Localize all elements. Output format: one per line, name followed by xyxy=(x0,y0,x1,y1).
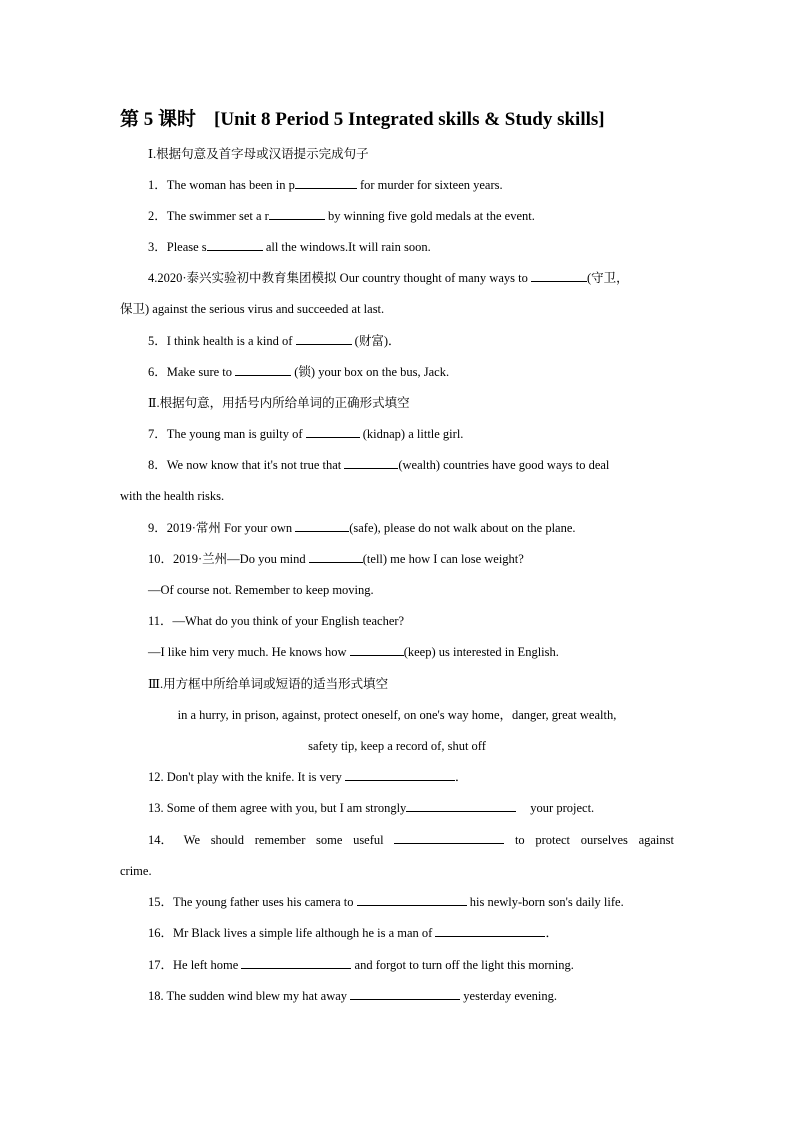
answer-blank[interactable] xyxy=(295,519,349,532)
question-3: 3．Please s all the windows.It will rain soon. xyxy=(148,240,431,254)
question-2: 2．The swimmer set a r by winning five gold medals at the event. xyxy=(148,209,535,223)
answer-blank[interactable] xyxy=(531,269,587,282)
question-14-continued: crime. xyxy=(120,864,152,878)
question-18: 18. The sudden wind blew my hat away yesterday evening. xyxy=(148,989,558,1003)
question-9: 9．2019·常州 For your own (safe), please do not walk about on the plane. xyxy=(148,521,576,535)
answer-blank[interactable] xyxy=(394,831,504,844)
question-5: 5．I think health is a kind of (财富)． xyxy=(148,334,401,348)
answer-blank[interactable] xyxy=(344,456,398,469)
answer-blank[interactable] xyxy=(406,799,516,812)
question-13: 13. Some of them agree with you, but I am strongly your project. xyxy=(148,801,595,815)
question-11-reply: —I like him very much. He knows how (keep) us interested in English. xyxy=(148,645,559,659)
question-11: 11．—What do you think of your English teacher? xyxy=(148,614,405,628)
question-8: 8．We now know that it's not true that (wealth) countries have good ways to deal xyxy=(148,458,610,472)
section-2-heading: Ⅱ.根据句意，用括号内所给单词的正确形式填空 xyxy=(148,396,410,410)
answer-blank[interactable] xyxy=(435,924,545,937)
question-1: 1．The woman has been in p for murder for sixteen years. xyxy=(148,178,503,192)
answer-blank[interactable] xyxy=(350,987,460,1000)
section-3-heading: Ⅲ.用方框中所给单词或短语的适当形式填空 xyxy=(148,677,389,691)
question-17: 17．He left home and forgot to turn off the light this morning. xyxy=(148,958,574,972)
question-8-continued: with the health risks. xyxy=(120,489,225,503)
answer-blank[interactable] xyxy=(269,207,325,220)
question-16: 16．Mr Black lives a simple life although he is a man of ． xyxy=(148,926,558,940)
title-lesson: 第 5 课时 xyxy=(120,109,197,130)
word-box-line-1: in a hurry, in prison, against, protect oneself, on one's way home，danger, great wealth, xyxy=(177,708,617,722)
answer-blank[interactable] xyxy=(295,176,357,189)
answer-blank[interactable] xyxy=(207,238,263,251)
answer-blank[interactable] xyxy=(309,550,363,563)
question-12: 12. Don't play with the knife. It is very ． xyxy=(148,770,468,784)
question-14: 14． We should remember some useful to protect ourselves against xyxy=(148,833,674,847)
question-6: 6．Make sure to (锁) your box on the bus, Jack. xyxy=(148,365,450,379)
page-title xyxy=(120,104,605,131)
answer-blank[interactable] xyxy=(357,893,467,906)
answer-blank[interactable] xyxy=(306,425,360,438)
answer-blank[interactable] xyxy=(235,363,291,376)
question-7: 7．The young man is guilty of (kidnap) a little girl. xyxy=(148,427,464,441)
title-unit: [Unit 8 Period 5 Integrated skills & Study skills] xyxy=(214,109,605,130)
word-box-line-2: safety tip, keep a record of, shut off xyxy=(308,739,486,753)
answer-blank[interactable] xyxy=(345,768,455,781)
question-15: 15．The young father uses his camera to his newly-born son's daily life. xyxy=(148,895,624,909)
section-1-heading: Ⅰ.根据句意及首字母或汉语提示完成句子 xyxy=(148,147,369,161)
answer-blank[interactable] xyxy=(350,643,404,656)
question-10: 10．2019·兰州—Do you mind (tell) me how I can lose weight? xyxy=(148,552,524,566)
question-4: 4.2020·泰兴实验初中教育集团模拟 Our country thought of many ways to (守卫， xyxy=(148,271,629,285)
answer-blank[interactable] xyxy=(241,956,351,969)
answer-blank[interactable] xyxy=(296,332,352,345)
question-10-reply: —Of course not. Remember to keep moving. xyxy=(148,583,374,597)
question-4-continued: 保卫) against the serious virus and succeeded at last. xyxy=(120,302,385,316)
